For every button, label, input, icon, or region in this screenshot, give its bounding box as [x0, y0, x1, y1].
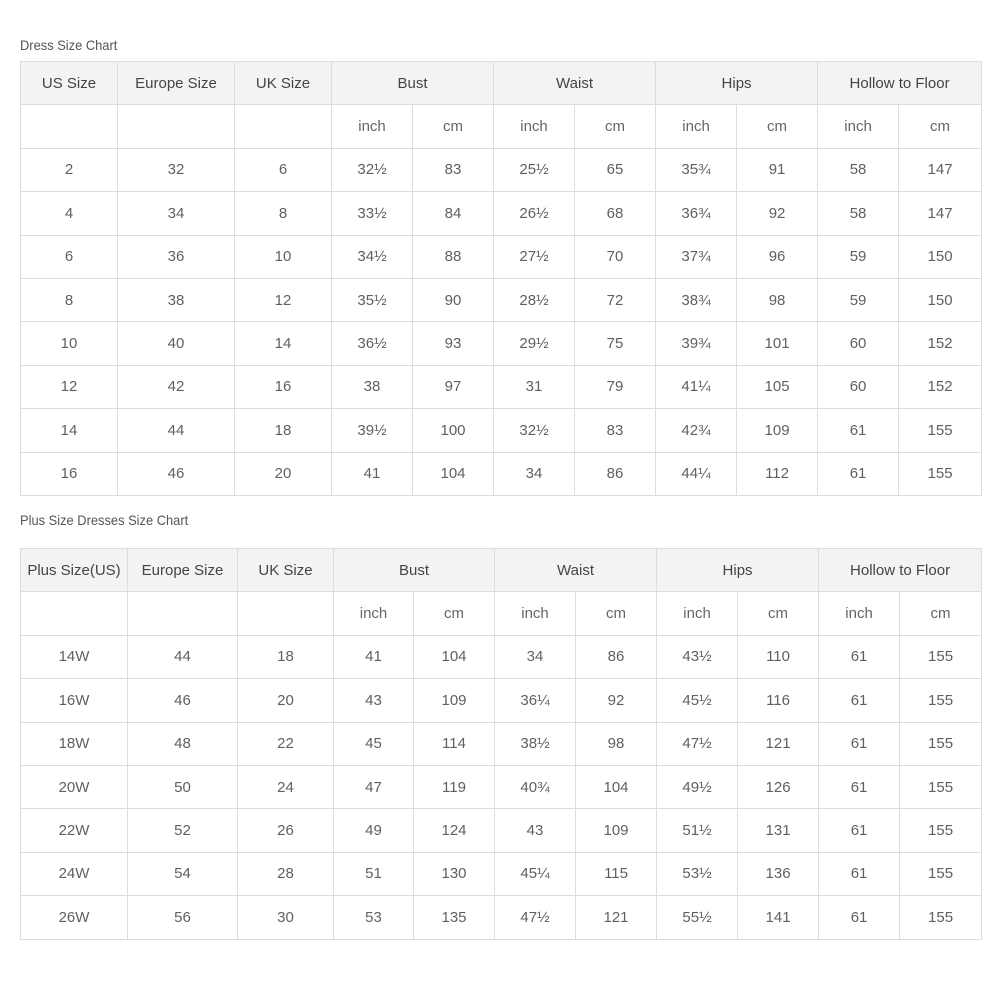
table-row — [21, 679, 982, 722]
table-cell: 14 — [21, 409, 118, 452]
table-row — [21, 765, 982, 808]
table-cell: 61 — [819, 852, 900, 895]
table-cell: 51½ — [657, 809, 738, 852]
table-cell: 119 — [414, 765, 495, 808]
table-cell: 44¼ — [656, 452, 737, 495]
column-header: Bust — [334, 549, 495, 592]
column-header: UK Size — [235, 62, 332, 105]
table-cell: 131 — [738, 809, 819, 852]
table-cell: 43 — [334, 679, 414, 722]
table-cell: 36¾ — [656, 192, 737, 235]
header-row — [21, 549, 982, 592]
table-row — [21, 235, 982, 278]
table-cell: 115 — [576, 852, 657, 895]
table-cell: 61 — [819, 679, 900, 722]
table-cell: 58 — [818, 192, 899, 235]
table-cell: 30 — [238, 896, 334, 939]
unit-label: inch — [495, 592, 576, 635]
empty-cell — [238, 592, 334, 635]
table-row — [21, 722, 982, 765]
table-cell: 60 — [818, 322, 899, 365]
table-cell: 84 — [413, 192, 494, 235]
table-cell: 16 — [235, 365, 332, 408]
unit-label: inch — [818, 105, 899, 148]
table-cell: 44 — [128, 635, 238, 678]
column-header: Plus Size(US) — [21, 549, 128, 592]
table-cell: 14 — [235, 322, 332, 365]
table-cell: 20 — [235, 452, 332, 495]
column-header: Bust — [332, 62, 494, 105]
table-cell: 96 — [737, 235, 818, 278]
table-cell: 16W — [21, 679, 128, 722]
table-cell: 114 — [414, 722, 495, 765]
unit-label: cm — [899, 105, 982, 148]
table-cell: 121 — [576, 896, 657, 939]
column-header: Hips — [657, 549, 819, 592]
table-cell: 110 — [738, 635, 819, 678]
table-cell: 135 — [414, 896, 495, 939]
table-cell: 155 — [900, 765, 982, 808]
table-cell: 8 — [235, 192, 332, 235]
table-cell: 18W — [21, 722, 128, 765]
table-cell: 24W — [21, 852, 128, 895]
table-cell: 155 — [899, 452, 982, 495]
empty-cell — [235, 105, 332, 148]
table-cell: 150 — [899, 278, 982, 321]
table-cell: 92 — [737, 192, 818, 235]
table-cell: 41 — [332, 452, 413, 495]
unit-label: inch — [332, 105, 413, 148]
table-cell: 18 — [238, 635, 334, 678]
table-row — [21, 409, 982, 452]
table-cell: 22W — [21, 809, 128, 852]
table-cell: 40¾ — [495, 765, 576, 808]
table-cell: 104 — [413, 452, 494, 495]
table-cell: 152 — [899, 365, 982, 408]
table-cell: 155 — [900, 722, 982, 765]
table-cell: 147 — [899, 148, 982, 191]
table-cell: 86 — [575, 452, 656, 495]
unit-label: cm — [900, 592, 982, 635]
table-cell: 49 — [334, 809, 414, 852]
table-cell: 83 — [413, 148, 494, 191]
table-cell: 39½ — [332, 409, 413, 452]
table-cell: 18 — [235, 409, 332, 452]
table-cell: 16 — [21, 452, 118, 495]
table-cell: 22 — [238, 722, 334, 765]
table-row — [21, 452, 982, 495]
column-header: Hollow to Floor — [818, 62, 982, 105]
table-cell: 56 — [128, 896, 238, 939]
table-cell: 47 — [334, 765, 414, 808]
table-cell: 116 — [738, 679, 819, 722]
table-cell: 100 — [413, 409, 494, 452]
table-cell: 47½ — [495, 896, 576, 939]
table-cell: 91 — [737, 148, 818, 191]
table-cell: 61 — [819, 896, 900, 939]
table-cell: 12 — [21, 365, 118, 408]
unit-label: inch — [819, 592, 900, 635]
table-cell: 4 — [21, 192, 118, 235]
table-cell: 45½ — [657, 679, 738, 722]
table-cell: 112 — [737, 452, 818, 495]
column-header: Hollow to Floor — [819, 549, 982, 592]
column-header: Waist — [494, 62, 656, 105]
table-cell: 42¾ — [656, 409, 737, 452]
table-cell: 31 — [494, 365, 575, 408]
table-cell: 75 — [575, 322, 656, 365]
unit-label: inch — [494, 105, 575, 148]
header-row — [21, 62, 982, 105]
column-header: Hips — [656, 62, 818, 105]
table-cell: 55½ — [657, 896, 738, 939]
table-cell: 124 — [414, 809, 495, 852]
table-cell: 72 — [575, 278, 656, 321]
table-cell: 93 — [413, 322, 494, 365]
table-cell: 90 — [413, 278, 494, 321]
table-cell: 51 — [334, 852, 414, 895]
table-cell: 33½ — [332, 192, 413, 235]
table-cell: 42 — [118, 365, 235, 408]
units-row — [21, 592, 982, 635]
table-cell: 49½ — [657, 765, 738, 808]
table-cell: 59 — [818, 278, 899, 321]
table-cell: 104 — [414, 635, 495, 678]
table-row — [21, 365, 982, 408]
table-cell: 61 — [818, 409, 899, 452]
table-cell: 61 — [819, 765, 900, 808]
table-cell: 98 — [576, 722, 657, 765]
table-cell: 34 — [494, 452, 575, 495]
table-cell: 155 — [900, 809, 982, 852]
table-cell: 109 — [737, 409, 818, 452]
table-row — [21, 809, 982, 852]
table-cell: 36 — [118, 235, 235, 278]
table-cell: 97 — [413, 365, 494, 408]
table-cell: 155 — [900, 896, 982, 939]
table-cell: 38¾ — [656, 278, 737, 321]
table-cell: 41¼ — [656, 365, 737, 408]
empty-cell — [21, 105, 118, 148]
table-cell: 92 — [576, 679, 657, 722]
column-header: Waist — [495, 549, 657, 592]
dress-size-chart-title: Dress Size Chart — [20, 37, 118, 53]
table-cell: 104 — [576, 765, 657, 808]
table-cell: 136 — [738, 852, 819, 895]
table-cell: 39¾ — [656, 322, 737, 365]
table-cell: 46 — [118, 452, 235, 495]
table-cell: 155 — [900, 635, 982, 678]
table-cell: 29½ — [494, 322, 575, 365]
table-cell: 150 — [899, 235, 982, 278]
table-cell: 26½ — [494, 192, 575, 235]
table-cell: 43 — [495, 809, 576, 852]
empty-cell — [118, 105, 235, 148]
table-cell: 32 — [118, 148, 235, 191]
table-row — [21, 322, 982, 365]
table-cell: 109 — [576, 809, 657, 852]
empty-cell — [21, 592, 128, 635]
table-cell: 26 — [238, 809, 334, 852]
unit-label: cm — [737, 105, 818, 148]
table-cell: 38½ — [495, 722, 576, 765]
unit-label: cm — [575, 105, 656, 148]
table-cell: 45¼ — [495, 852, 576, 895]
table-cell: 38 — [118, 278, 235, 321]
table-cell: 10 — [21, 322, 118, 365]
table-cell: 36½ — [332, 322, 413, 365]
table-cell: 12 — [235, 278, 332, 321]
table-cell: 32½ — [494, 409, 575, 452]
table-row — [21, 852, 982, 895]
table-cell: 2 — [21, 148, 118, 191]
table-cell: 61 — [819, 635, 900, 678]
table-cell: 10 — [235, 235, 332, 278]
table-cell: 38 — [332, 365, 413, 408]
table-cell: 35½ — [332, 278, 413, 321]
table-cell: 54 — [128, 852, 238, 895]
table-cell: 34 — [118, 192, 235, 235]
empty-cell — [128, 592, 238, 635]
table-cell: 53½ — [657, 852, 738, 895]
table-cell: 8 — [21, 278, 118, 321]
table-cell: 68 — [575, 192, 656, 235]
column-header: UK Size — [238, 549, 334, 592]
table-cell: 155 — [900, 679, 982, 722]
plus-size-table — [20, 548, 982, 940]
table-cell: 34 — [495, 635, 576, 678]
table-cell: 6 — [21, 235, 118, 278]
table-cell: 86 — [576, 635, 657, 678]
table-row — [21, 192, 982, 235]
table-cell: 28½ — [494, 278, 575, 321]
table-cell: 70 — [575, 235, 656, 278]
table-cell: 20 — [238, 679, 334, 722]
table-cell: 6 — [235, 148, 332, 191]
table-cell: 24 — [238, 765, 334, 808]
table-cell: 44 — [118, 409, 235, 452]
table-cell: 25½ — [494, 148, 575, 191]
table-cell: 60 — [818, 365, 899, 408]
unit-label: cm — [576, 592, 657, 635]
unit-label: cm — [414, 592, 495, 635]
table-cell: 61 — [818, 452, 899, 495]
table-cell: 32½ — [332, 148, 413, 191]
table-cell: 58 — [818, 148, 899, 191]
table-cell: 155 — [899, 409, 982, 452]
table-row — [21, 896, 982, 939]
table-cell: 98 — [737, 278, 818, 321]
table-cell: 109 — [414, 679, 495, 722]
table-cell: 61 — [819, 809, 900, 852]
units-row — [21, 105, 982, 148]
table-cell: 152 — [899, 322, 982, 365]
table-cell: 147 — [899, 192, 982, 235]
table-cell: 43½ — [657, 635, 738, 678]
table-cell: 53 — [334, 896, 414, 939]
table-row — [21, 278, 982, 321]
table-cell: 20W — [21, 765, 128, 808]
table-cell: 59 — [818, 235, 899, 278]
table-cell: 37¾ — [656, 235, 737, 278]
column-header: US Size — [21, 62, 118, 105]
plus-size-chart-title: Plus Size Dresses Size Chart — [20, 512, 189, 528]
unit-label: inch — [657, 592, 738, 635]
table-cell: 40 — [118, 322, 235, 365]
column-header: Europe Size — [128, 549, 238, 592]
dress-size-table — [20, 61, 982, 496]
table-cell: 121 — [738, 722, 819, 765]
table-cell: 83 — [575, 409, 656, 452]
unit-label: inch — [334, 592, 414, 635]
table-cell: 28 — [238, 852, 334, 895]
table-cell: 35¾ — [656, 148, 737, 191]
table-cell: 41 — [334, 635, 414, 678]
table-cell: 14W — [21, 635, 128, 678]
table-cell: 27½ — [494, 235, 575, 278]
table-cell: 130 — [414, 852, 495, 895]
table-cell: 88 — [413, 235, 494, 278]
table-cell: 50 — [128, 765, 238, 808]
table-cell: 101 — [737, 322, 818, 365]
table-cell: 141 — [738, 896, 819, 939]
table-row — [21, 148, 982, 191]
table-cell: 26W — [21, 896, 128, 939]
table-cell: 52 — [128, 809, 238, 852]
table-cell: 34½ — [332, 235, 413, 278]
table-cell: 65 — [575, 148, 656, 191]
unit-label: cm — [413, 105, 494, 148]
table-cell: 105 — [737, 365, 818, 408]
table-cell: 79 — [575, 365, 656, 408]
table-cell: 36¼ — [495, 679, 576, 722]
unit-label: inch — [656, 105, 737, 148]
table-cell: 47½ — [657, 722, 738, 765]
table-cell: 61 — [819, 722, 900, 765]
table-cell: 126 — [738, 765, 819, 808]
unit-label: cm — [738, 592, 819, 635]
table-row — [21, 635, 982, 678]
table-cell: 48 — [128, 722, 238, 765]
column-header: Europe Size — [118, 62, 235, 105]
table-cell: 155 — [900, 852, 982, 895]
table-cell: 45 — [334, 722, 414, 765]
table-cell: 46 — [128, 679, 238, 722]
